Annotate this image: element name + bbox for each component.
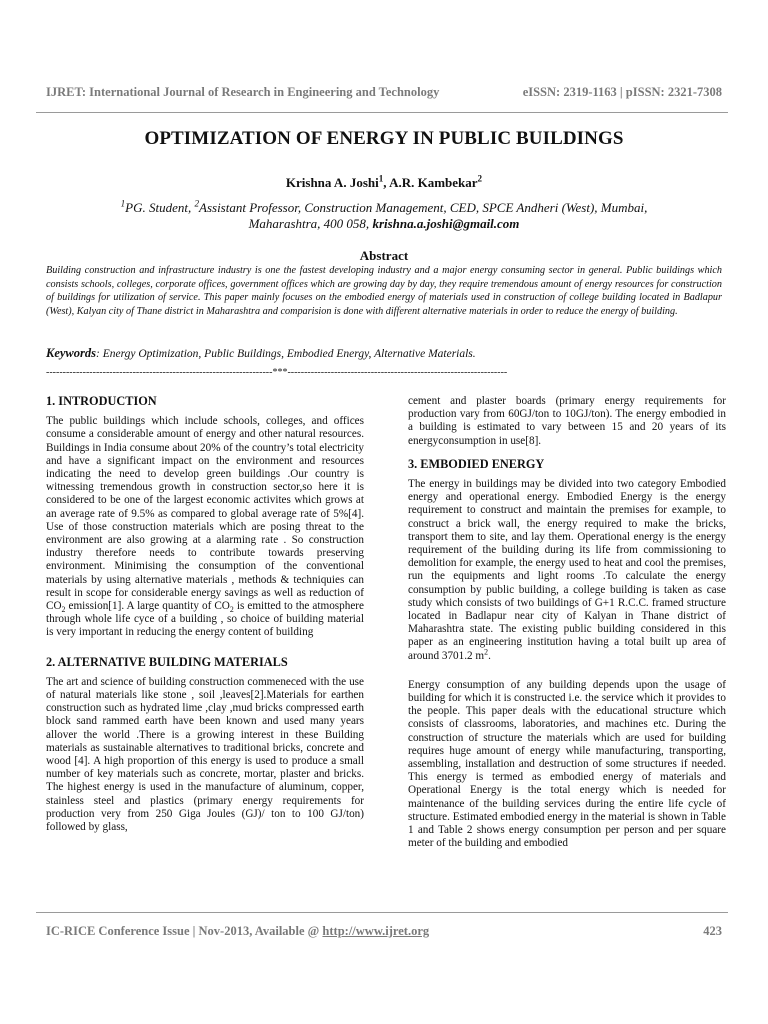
author-separator: , <box>383 175 390 190</box>
running-header <box>46 85 722 100</box>
affil-role-1: PG. Student, <box>125 200 195 215</box>
intro-text-a: The public buildings which include schools, colleges, and offices consume a considerable amount of energy and other natural resources. Buildings in India consume about 20% of the country’s total electricity and have a significant impact on the environment and resources indicating the need to develop green buildings .Our country is witnessing tremendous growth in construction sector,so here it is considered to be one of the largest economic activites which grows at an average rate of 9.5% as compared to global average rate of 5%[4]. Use of those construction materials which are posing threat to the environment are also growing at a alarming rate . So construction industry therefore needs to contribute towards preserving environment. Minimising the consumption of the conventional materials by using alternative materials , methods & techniquies can result in scope for considerable energy savings as well as reduction of CO <box>46 415 364 613</box>
left-column <box>46 395 364 844</box>
co2-subscript: 2 <box>229 605 234 615</box>
embodied-text-a: The energy in buildings may be divided into two category Embodied energy and operational energy. Embodied Energy is the energy requirement to construct and maintain the premises for example, to construct a brick wall, the energy required to make the bricks, transport them to site, and lay them. Operational energy is the energy requirement of the building during its life from commissioning to demolition for example, the energy used to heat and cool the premises, run the equipments and light rooms .To calculate the energy consumption by public building, a college building is taken as case study which consists of two buildings of G+1 R.C.C. framed structure located in Badlapur near city of Kalyan in Thane district of Maharashtra state. The existing public building considered in this paper as an engineering institution having a total built up area of around 3701.2 m <box>408 478 726 662</box>
affil-mark-1: 1 <box>120 198 126 209</box>
keywords <box>46 346 722 361</box>
paper-title: OPTIMIZATION OF ENERGY IN PUBLIC BUILDINGS <box>144 128 624 149</box>
abstract-text: Building construction and infrastructure industry is one the fastest developing industry and a major energy consuming sector in general. Public buildings which consists schools, colleges, corporate offices, government offices which are growing day by day, they require tremendous amount of energy resources for construction of buildings for utilization of service. This paper mainly focuses on the embodied energy of materials used in construction of college building located in Badlapur (West), Kalyan city of Thane district in Maharashtra and comparision is done with different alternative materials in order to reduce the energy of building. <box>46 265 722 317</box>
embodied-energy-paragraph-1 <box>408 478 726 663</box>
keywords-label: Keywords <box>46 346 96 360</box>
journal-link[interactable]: http://www.ijret.org <box>322 924 430 938</box>
footer-left <box>46 924 429 939</box>
embodied-text-b: . <box>488 649 491 662</box>
issn-info: eISSN: 2319-1163 | pISSN: 2321-7308 <box>522 85 722 99</box>
affil-role-2: Assistant Professor, Construction Management, CED, SPCE Andheri (West), Mumbai, <box>199 200 648 215</box>
right-column <box>408 395 726 861</box>
footer-rule <box>36 912 728 913</box>
co2-subscript: 2 <box>61 605 66 615</box>
section-separator: --------------------------------------------------------------------***------------------------------------------------------------------ <box>46 367 508 378</box>
area-superscript: 2 <box>484 646 489 656</box>
header-rule <box>36 112 728 113</box>
section-heading-embodied-energy: 3. EMBODIED ENERGY <box>408 456 545 471</box>
keywords-text: : Energy Optimization, Public Buildings, Embodied Energy, Alternative Materials. <box>96 348 476 360</box>
introduction-paragraph <box>46 415 364 639</box>
running-footer <box>46 924 722 939</box>
abstract-heading: Abstract <box>359 248 409 263</box>
author-1: Krishna A. Joshi <box>285 175 379 190</box>
intro-text-c: is emitted to the atmosphere through whole life cyce of a building , so choice of building material is very important in reducing the energy content of building <box>46 600 364 639</box>
section-heading-introduction: 1. INTRODUCTION <box>46 394 157 408</box>
continued-paragraph: cement and plaster boards (primary energy requirements for production vary from 60GJ/ton to 10GJ/ton). The energy embodied in a building is estimated to vary between 15 and 20 years of its energyconsumption in use[8]. <box>408 395 726 447</box>
page-number: 423 <box>703 924 722 938</box>
author-2-mark: 2 <box>477 173 483 184</box>
intro-text-b: emission[1]. A large quantity of CO <box>65 600 230 613</box>
alternative-materials-paragraph: The art and science of building construction commeneced with the use of natural materials like stone , soil ,leaves[2].Materials for earthen construction such as hydrated lime ,clay ,mud bricks compressed earth block sand rammed earth have been known and used many years allover the world .There is a growing interest in these Building materials as sustainable alternatives to traditional bricks, concrete and wood [4]. A high proportion of this energy is used to produce a small number of key materials such as concrete, mortar, plaster and bricks. The highest energy is used in the manufacture of aluminum, copper, stainless steel and plastics (primary energy requirements for production very from 250 Giga Joules (GJ)/ ton to 100 GJ/ton) followed by glass, <box>46 675 364 834</box>
embodied-energy-paragraph-2: Energy consumption of any building depends upon the usage of building for which it is constructed i.e. the service which it provides to the people. This paper deals with the educational structure which consists of classrooms, laboratories, and machines etc. During the construction of structure the materials which are used for building requires huge amount of energy while manufacturing, transporting, assembling, installation and destruction of some structures if needed. This energy is termed as embodied energy of materials and Operational Energy is the total energy which is needed for maintenance of the building services during the entire life cycle of structure. Estimated embodied energy in the material is shown in Table 1 and Table 2 shows energy consumption per person and per square meter of the building and embodied <box>408 678 726 850</box>
author-email[interactable]: krishna.a.joshi@gmail.com <box>372 216 520 231</box>
affiliation <box>60 200 708 232</box>
affil-mark-2: 2 <box>194 198 200 209</box>
footer-conference: IC-RICE Conference Issue | Nov-2013, Available @ <box>46 924 323 938</box>
author-2: A.R. Kambekar <box>389 175 478 190</box>
author-1-mark: 1 <box>378 173 384 184</box>
author-line <box>0 175 768 191</box>
journal-name: IJRET: International Journal of Research in Engineering and Technology <box>46 85 440 99</box>
affil-address: Maharashtra, 400 058, <box>248 216 373 231</box>
section-heading-alternative-materials: 2. ALTERNATIVE BUILDING MATERIALS <box>46 654 288 669</box>
